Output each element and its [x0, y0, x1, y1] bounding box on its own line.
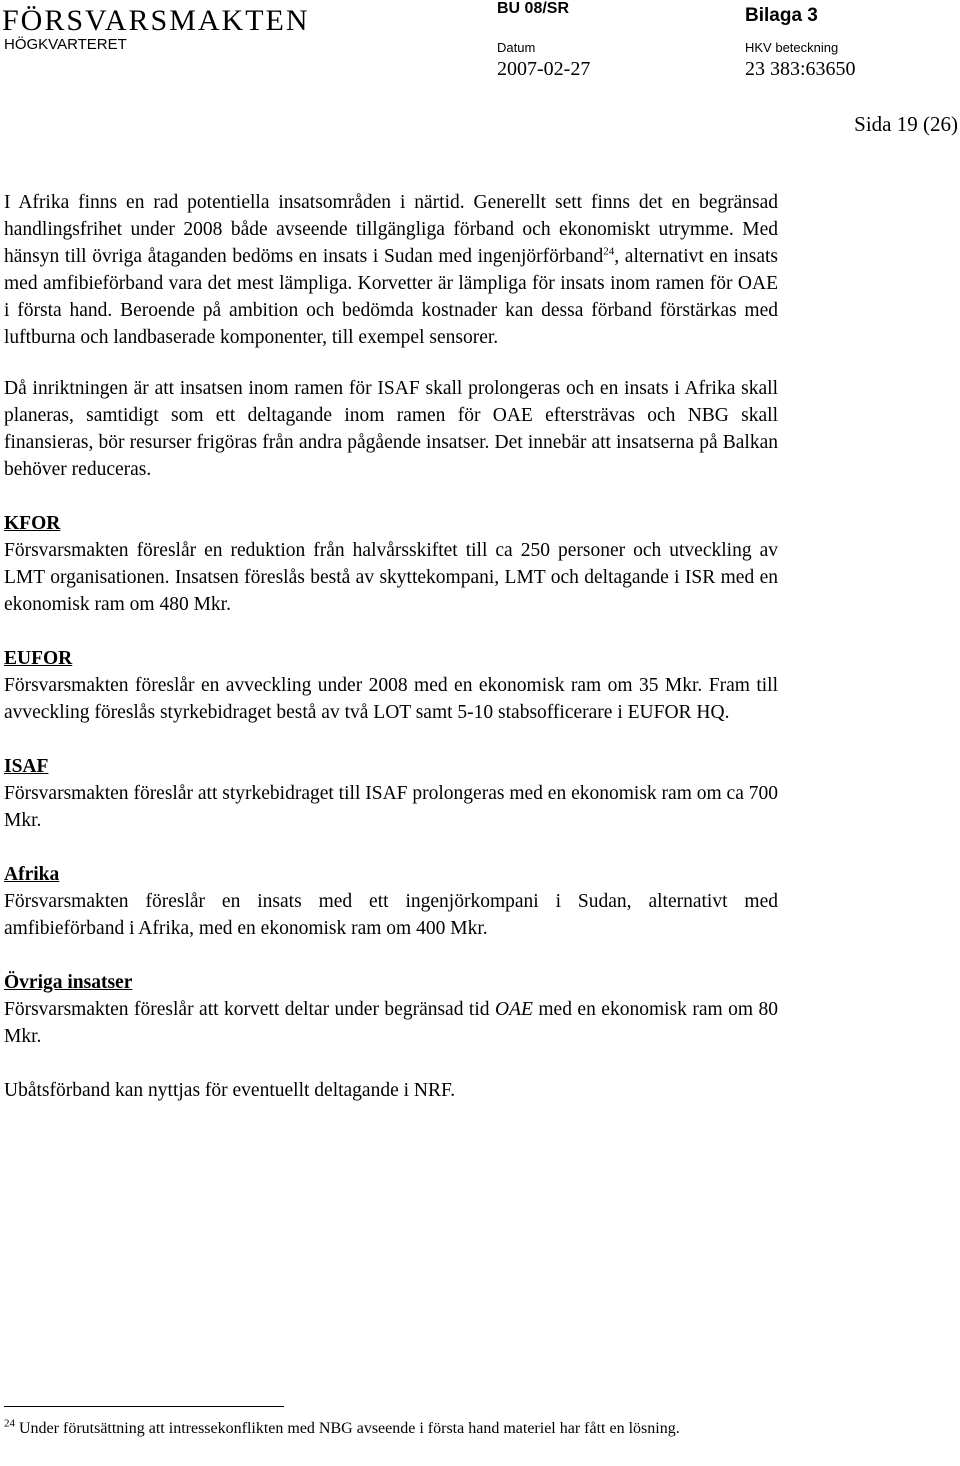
- reference-value: 23 383:63650: [745, 58, 856, 80]
- date-label: Datum: [497, 40, 536, 55]
- department-name: HÖGKVARTERET: [4, 36, 127, 53]
- section-text-eufor: Försvarsmakten föreslår en avveckling under 2008 med en ekonomisk ram om 35 Mkr. Fram till avveckling föreslås styrkebidraget bestå av två LOT samt 5-10 stabsofficerare i EUFOR HQ.: [4, 675, 778, 723]
- footnote: [4, 1418, 778, 1439]
- section-heading-afrika: [4, 861, 778, 888]
- organization-name: FÖRSVARSMAKTEN: [2, 4, 310, 37]
- document-id: BU 08/SR: [497, 0, 570, 17]
- heading-text: Afrika: [4, 864, 60, 885]
- section-text-afrika: Försvarsmakten föreslår en insats med ett ingenjörkompani i Sudan, alternativt med amfibieförband i Afrika, med en ekonomisk ram om 400 Mkr.: [4, 891, 778, 939]
- paragraph-isaf-direction: Då inriktningen är att insatsen inom ramen för ISAF skall prolongeras och en insats i Afrika skall planeras, samtidigt som ett deltagande inom ramen för OAE eftersträvas och NBG skall finansieras, bör resurser frigöras från andra pågående insatser. Det innebär att insatserna på Balkan behöver reduceras.: [4, 378, 778, 480]
- section-text-ovriga: [4, 996, 778, 1050]
- heading-text: EUFOR: [4, 648, 73, 669]
- footnote-reference: 24: [603, 245, 615, 258]
- page-number: Sida 19 (26): [854, 112, 958, 136]
- paragraph-submarines: Ubåtsförband kan nyttjas för eventuellt deltagande i NRF.: [4, 1080, 456, 1101]
- appendix-label: Bilaga 3: [745, 5, 818, 26]
- footnote-text: Under förutsättning att intressekonflikten med NBG avseende i första hand materiel har fått en lösning.: [19, 1420, 680, 1437]
- section-text-isaf: Försvarsmakten föreslår att styrkebidraget till ISAF prolongeras med en ekonomisk ram om ca 700 Mkr.: [4, 783, 778, 831]
- heading-text: Övriga insatser: [4, 972, 133, 993]
- paragraph-africa-intro: [4, 189, 778, 351]
- section-heading-ovriga: [4, 969, 778, 996]
- footnote-number: 24: [4, 1417, 15, 1430]
- document-body: [4, 189, 778, 1104]
- reference-label: HKV beteckning: [745, 40, 839, 55]
- section-text-kfor: Försvarsmakten föreslår en reduktion från halvårsskiftet till ca 250 personer och utveckling av LMT organisationen. Insatsen föreslås bestå av skyttekompani, LMT och deltagande i ISR med en ekonomisk ram om 480 Mkr.: [4, 540, 778, 615]
- footnote-separator: [4, 1406, 284, 1407]
- section-heading-isaf: [4, 753, 778, 780]
- heading-text: ISAF: [4, 756, 49, 777]
- paragraph-text: Försvarsmakten föreslår att korvett deltar under begränsad tid: [4, 999, 495, 1020]
- heading-text: KFOR: [4, 513, 61, 534]
- section-heading-eufor: [4, 645, 778, 672]
- paragraph-text: med en ekonomisk ram om 80 Mkr.: [4, 999, 778, 1047]
- section-heading-kfor: [4, 510, 778, 537]
- paragraph-text: I Afrika finns en rad potentiella insatsområden i närtid. Generellt sett finns det en begränsad handlingsfrihet under 2008 både avseende tillgängliga förband och ekonomiskt utrymme. Med hänsyn till övriga åtaganden bedöms en insats i Sudan med ingenjörförband: [4, 192, 778, 267]
- emphasis-text: OAE: [495, 999, 533, 1020]
- date-value: 2007-02-27: [497, 58, 591, 80]
- paragraph-text: , alternativt en insats med amfibieförband vara det mest lämpliga. Korvetter är lämpliga för insats inom ramen för OAE i första hand. Beroende på ambition och bedömda kostnader kan dessa förband förstärkas med luftburna och landbaserade komponenter, till exempel sensorer.: [4, 246, 779, 348]
